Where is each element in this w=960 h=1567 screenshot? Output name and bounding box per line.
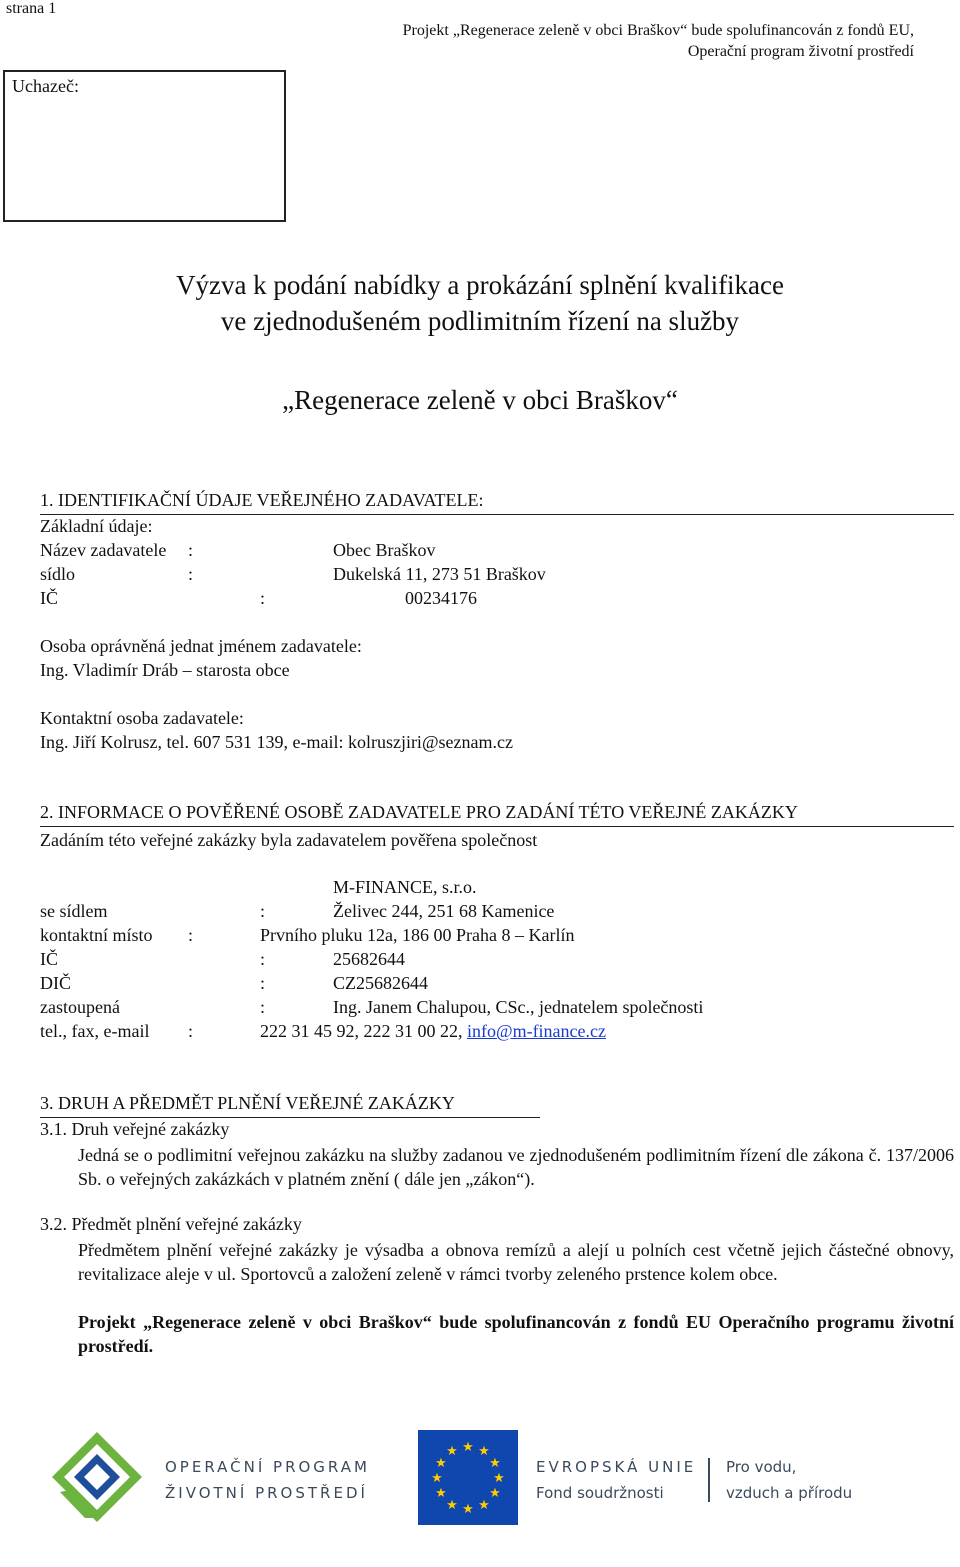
contact-place-value: Prvního pluku 12a, 186 00 Praha 8 – Karlín (260, 925, 575, 945)
company-name: M-FINANCE, s.r.o. (333, 877, 477, 897)
company-ic-value: 25682644 (333, 949, 405, 969)
seat-label: sídlo (40, 564, 76, 584)
svg-text:★: ★ (478, 1444, 490, 1459)
section3-2-text: Předmětem plnění veřejné zakázky je výsadba a obnova remízů a alejí u polních cest včetně jejich částečné obnovy, revitalizace aleje v ul. Sportovců a založení zeleně v rámci tvorby zeleného prstence kolem obce. (78, 1240, 954, 1284)
email-link[interactable]: info@m-finance.cz (467, 1021, 607, 1041)
svg-text:★: ★ (446, 1498, 458, 1513)
name-value: Obec Braškov (333, 540, 436, 560)
phone-value (260, 1021, 606, 1042)
company-seat-colon: : (260, 901, 266, 921)
svg-text:★: ★ (462, 1502, 474, 1517)
svg-text:★: ★ (489, 1456, 501, 1471)
op-zp-logo-icon (50, 1430, 145, 1525)
company-ic-colon: : (260, 949, 266, 969)
svg-text:★: ★ (493, 1471, 505, 1486)
bidder-label: Uchazeč: (12, 76, 79, 96)
svg-text:★: ★ (446, 1444, 458, 1459)
contact-value: Ing. Jiří Kolrusz, tel. 607 531 139, e-mail: kolruszjiri@seznam.cz (40, 732, 513, 752)
section3-heading: 3. DRUH A PŘEDMĚT PLNĚNÍ VEŘEJNÉ ZAKÁZKY (40, 1093, 455, 1113)
section1-heading: 1. IDENTIFIKAČNÍ ÚDAJE VEŘEJNÉHO ZADAVATELE: (40, 490, 484, 510)
footer-divider (708, 1458, 710, 1502)
eu-flag-icon (418, 1430, 518, 1525)
section3-2-heading: 3.2. Předmět plnění veřejné zakázky (40, 1214, 302, 1234)
svg-text:★: ★ (435, 1456, 447, 1471)
document-title-line-2: ve zjednodušeném podlimitním řízení na služby (220, 306, 740, 336)
phone-numbers: 222 31 45 92, 222 31 00 22, (260, 1021, 467, 1041)
contact-place-colon: : (188, 925, 194, 945)
name-label: Název zadavatele (40, 540, 167, 560)
section2-intro: Zadáním této veřejné zakázky byla zadavatelem pověřena společnost (40, 830, 538, 850)
company-ic-label: IČ (40, 949, 58, 969)
motto-line-2: vzduch a přírodu (726, 1484, 853, 1502)
svg-text:★: ★ (435, 1486, 447, 1501)
op-line-1: OPERAČNÍ PROGRAM (165, 1458, 370, 1476)
section3-2-bold: Projekt „Regenerace zeleně v obci Braškov“ bude spolufinancován z fondů EU Operačního programu životní prostředí. (78, 1312, 954, 1356)
section1-rule (40, 514, 954, 515)
document-title-line-1: Výzva k podání nabídky a prokázání splnění kvalifikace (175, 270, 785, 300)
ic-label: IČ (40, 588, 58, 608)
svg-text:★: ★ (462, 1440, 474, 1455)
section3-1-text: Jedná se o podlimitní veřejnou zakázku na služby zadanou ve zjednodušeném podlimitním řízení dle zákona č. 137/2006 Sb. o veřejných zakázkách v platném znění ( dále jen „zákon“). (78, 1145, 954, 1189)
ic-colon: : (260, 588, 266, 608)
bidder-box (3, 70, 286, 222)
company-seat-label: se sídlem (40, 901, 108, 921)
name-colon: : (188, 540, 194, 560)
authorized-label: Osoba oprávněná jednat jménem zadavatele: (40, 636, 362, 656)
header-line-1: Projekt „Regenerace zeleně v obci Braškov“ bude spolufinancován z fondů EU, (402, 22, 914, 39)
seat-colon: : (188, 564, 194, 584)
section2-rule (40, 826, 954, 827)
svg-text:★: ★ (431, 1471, 443, 1486)
company-dic-label: DIČ (40, 973, 71, 993)
eu-line-2: Fond soudržnosti (536, 1484, 664, 1502)
contact-place-label: kontaktní místo (40, 925, 153, 945)
authorized-value: Ing. Vladimír Dráb – starosta obce (40, 660, 290, 680)
represented-value: Ing. Janem Chalupou, CSc., jednatelem společnosti (333, 997, 704, 1017)
company-dic-colon: : (260, 973, 266, 993)
phone-colon: : (188, 1021, 194, 1041)
section3-rule (40, 1117, 540, 1118)
svg-text:★: ★ (489, 1486, 501, 1501)
ic-value: 00234176 (405, 588, 477, 608)
page-number: strana 1 (6, 0, 57, 17)
motto-line-1: Pro vodu, (726, 1458, 797, 1476)
represented-colon: : (260, 997, 266, 1017)
eu-line-1: EVROPSKÁ UNIE (536, 1458, 697, 1476)
phone-label: tel., fax, e-mail (40, 1021, 150, 1041)
footer-logos (0, 1400, 960, 1560)
section3-1-heading: 3.1. Druh veřejné zakázky (40, 1119, 230, 1139)
op-line-2: ŽIVOTNÍ PROSTŘEDÍ (165, 1484, 368, 1502)
project-title: „Regenerace zeleně v obci Braškov“ (282, 385, 678, 415)
contact-label: Kontaktní osoba zadavatele: (40, 708, 244, 728)
company-seat-value: Želivec 244, 251 68 Kamenice (333, 901, 555, 921)
header-line-2: Operační program životní prostředí (687, 43, 914, 60)
section1-basic: Základní údaje: (40, 516, 153, 536)
svg-text:★: ★ (478, 1498, 490, 1513)
seat-value: Dukelská 11, 273 51 Braškov (333, 564, 546, 584)
represented-label: zastoupená (40, 997, 120, 1017)
company-dic-value: CZ25682644 (333, 973, 429, 993)
section2-heading: 2. INFORMACE O POVĚŘENÉ OSOBĚ ZADAVATELE PRO ZADÁNÍ TÉTO VEŘEJNÉ ZAKÁZKY (40, 802, 798, 822)
